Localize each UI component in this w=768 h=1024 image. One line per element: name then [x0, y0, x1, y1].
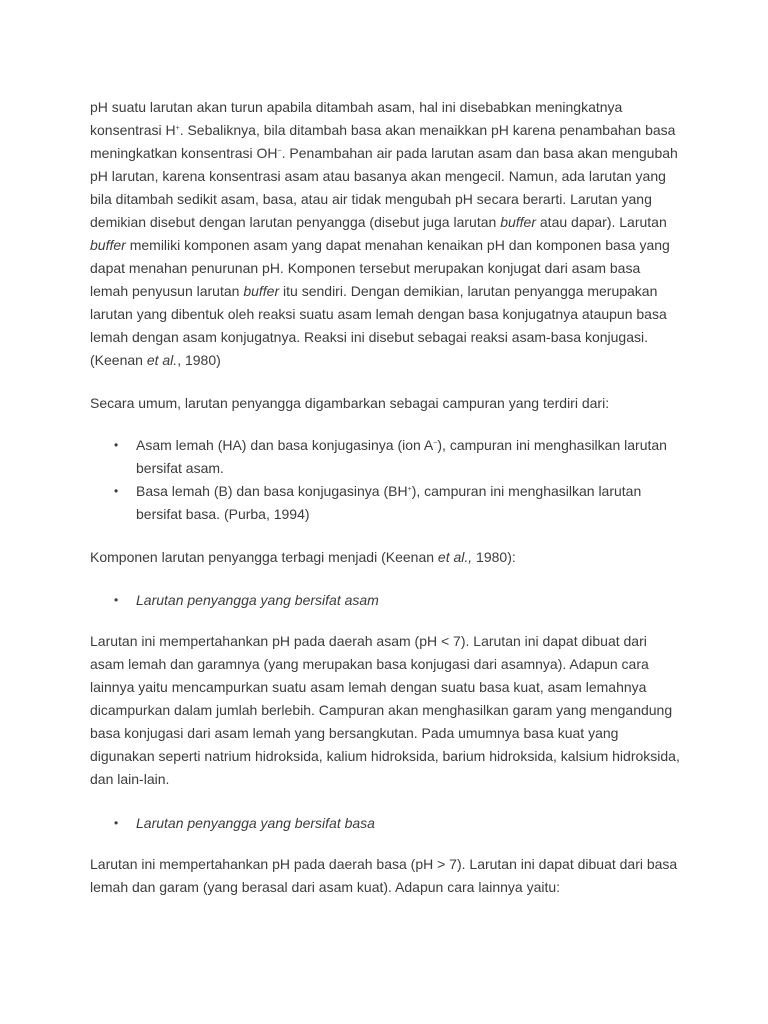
paragraph-ph-buffer-intro: [90, 96, 680, 372]
text-run: . Penambahan air pada larutan asam dan basa akan mengubah pH larutan, karena konsentrasi asam atau basanya akan mengecil. Namun, ada larutan yang bila ditambah sedikit asam, basa, atau air tidak mengubah pH secara berarti. Larutan yang demikian disebut dengan larutan penyangga (disebut juga larutan: [90, 145, 678, 230]
italic-term: buffer: [90, 237, 126, 253]
buffer-mixture-list: [90, 434, 680, 526]
text-run: Asam lemah (HA) dan basa konjugasinya (ion A: [136, 437, 434, 453]
text-run: Komponen larutan penyangga terbagi menjadi (Keenan: [90, 549, 438, 565]
text-run: atau dapar). Larutan: [536, 214, 667, 230]
text-run: ), campuran ini menghasilkan larutan bersifat asam.: [136, 437, 667, 476]
bullet-icon: •: [114, 438, 119, 452]
text-run: pH suatu larutan akan turun apabila ditambah asam, hal ini disebabkan meningkatnya konsentrasi H: [90, 99, 623, 138]
superscript-plus: +: [407, 486, 412, 493]
list-item: [90, 434, 680, 480]
paragraph-base-buffer: Larutan ini mempertahankan pH pada daerah basa (pH > 7). Larutan ini dapat dibuat dari basa lemah dan garam (yang berasal dari asam kuat). Adapun cara lainnya yaitu:: [90, 856, 678, 895]
text-run: , 1980): [177, 352, 221, 368]
base-buffer-heading-list: [90, 812, 680, 835]
document-page: [90, 96, 680, 899]
paragraph-acid-buffer: Larutan ini mempertahankan pH pada daerah asam (pH < 7). Larutan ini dapat dibuat dari asam lemah dan garamnya (yang merupakan basa konjugasi dari asamnya). Adapun cara lainnya yaitu mencampurkan suatu asam lemah dengan suatu basa kuat, asam lemahnya dicampurkan dalam jumlah berlebih. Campuran akan menghasilkan garam yang mengandung basa konjugasi dari asam lemah yang bersangkutan. Pada umumnya basa kuat yang digunakan seperti natrium hidroksida, kalium hidroksida, barium hidroksida, kalsium hidroksida, dan lain-lain.: [90, 633, 680, 787]
text-run: memiliki komponen asam yang dapat menahan kenaikan pH dan komponen basa yang dapat menahan penurunan pH. Komponen tersebut merupakan konjugat dari asam basa lemah penyusun larutan: [90, 237, 670, 299]
text-run: ), campuran ini menghasilkan larutan bersifat basa. (Purba, 1994): [136, 483, 642, 522]
paragraph-general-description: Secara umum, larutan penyangga digambarkan sebagai campuran yang terdiri dari:: [90, 395, 610, 411]
list-item: [90, 589, 680, 612]
acid-buffer-heading: Larutan penyangga yang bersifat asam: [136, 592, 379, 608]
bullet-icon: •: [114, 484, 119, 498]
acid-buffer-heading-list: [90, 589, 680, 612]
text-run: . Sebaliknya, bila ditambah basa akan menaikkan pH karena penambahan basa meningkatkan konsentrasi OH: [90, 122, 676, 161]
italic-term: buffer: [243, 283, 280, 299]
list-item: [90, 812, 680, 835]
superscript-plus: +: [175, 125, 180, 132]
superscript-minus: −: [433, 440, 438, 447]
italic-citation: et al.: [146, 352, 178, 368]
superscript-minus: −: [277, 148, 282, 155]
text-run: Basa lemah (B) dan basa konjugasinya (BH: [136, 483, 408, 499]
list-item: [90, 480, 680, 526]
text-run: itu sendiri. Dengan demikian, larutan penyangga merupakan larutan yang dibentuk oleh reaksi suatu asam lemah dengan basa konjugatnya ataupun basa lemah dengan asam konjugatnya. Reaksi ini disebut sebagai reaksi asam-basa konjugasi. (Keenan: [90, 283, 667, 368]
bullet-icon: •: [114, 593, 119, 607]
italic-citation: et al.,: [437, 549, 473, 565]
text-run: 1980):: [472, 549, 516, 565]
paragraph-components: [90, 546, 680, 569]
bullet-icon: •: [114, 816, 119, 830]
italic-term: buffer: [500, 214, 536, 230]
base-buffer-heading: Larutan penyangga yang bersifat basa: [136, 815, 375, 831]
